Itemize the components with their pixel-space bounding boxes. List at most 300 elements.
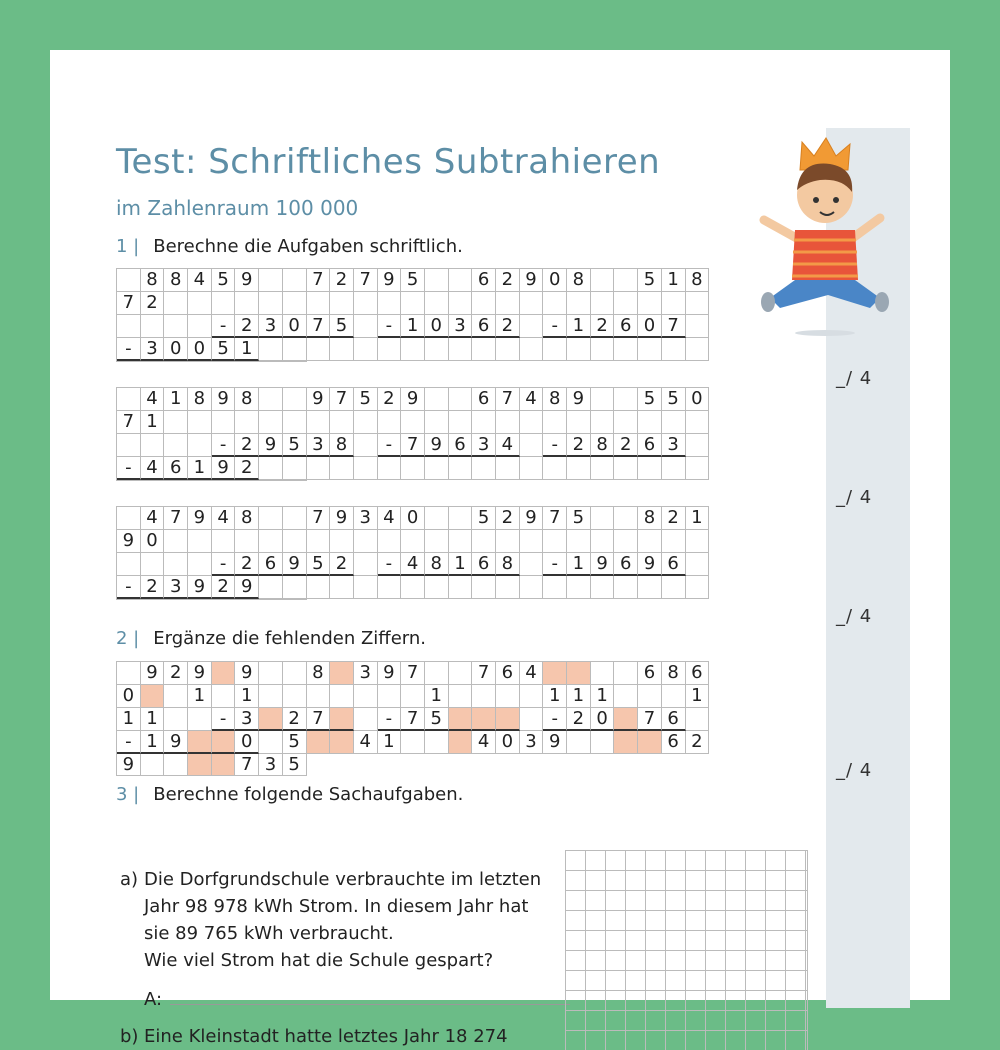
digit-cell	[496, 292, 520, 315]
digit-cell: 9	[520, 507, 544, 530]
digit-cell: 7	[401, 708, 425, 731]
digit-cell: 3	[259, 754, 283, 776]
digit-cell[interactable]	[212, 662, 236, 685]
calculation-grid[interactable]	[565, 850, 808, 1050]
task-2-heading	[116, 628, 426, 649]
digit-cell	[496, 457, 520, 480]
digit-cell[interactable]	[212, 731, 236, 754]
digit-cell	[686, 411, 710, 434]
gap-cell	[520, 553, 544, 576]
digit-cell	[259, 685, 283, 708]
gap-cell	[686, 553, 710, 576]
digit-cell: 1	[235, 338, 259, 361]
digit-cell	[496, 685, 520, 708]
digit-cell	[283, 507, 307, 530]
digit-cell: 9	[188, 507, 212, 530]
gap-cell	[307, 530, 331, 553]
digit-cell: 7	[117, 411, 141, 434]
digit-cell	[449, 292, 473, 315]
task-1-grid-row-1	[116, 268, 709, 362]
digit-cell	[591, 338, 615, 361]
digit-cell: 9	[117, 754, 141, 776]
digit-cell: 0	[401, 507, 425, 530]
digit-cell	[401, 530, 425, 553]
gap-cell	[472, 411, 496, 434]
digit-cell: 6	[686, 662, 710, 685]
digit-cell: 9	[259, 434, 283, 457]
digit-cell	[164, 434, 188, 457]
digit-cell	[330, 457, 354, 480]
score-task-1-row-3: _/ 4	[836, 606, 873, 627]
digit-cell	[638, 338, 662, 361]
digit-cell	[449, 576, 473, 599]
digit-cell: 3	[235, 708, 259, 731]
task-3-instruction: Berechne folgende Sachaufgaben.	[153, 784, 464, 805]
digit-cell	[425, 731, 449, 754]
gap-cell	[567, 457, 591, 480]
digit-cell	[614, 507, 638, 530]
digit-cell	[188, 434, 212, 457]
digit-cell: 2	[591, 315, 615, 338]
gap-cell	[354, 708, 378, 731]
digit-cell	[614, 457, 638, 480]
digit-cell	[117, 315, 141, 338]
digit-cell: 9	[425, 434, 449, 457]
digit-cell	[212, 480, 236, 481]
digit-cell: 2	[235, 553, 259, 576]
digit-cell: 8	[496, 553, 520, 576]
digit-cell: 9	[520, 269, 544, 292]
digit-cell[interactable]	[188, 754, 212, 776]
digit-cell	[686, 457, 710, 480]
answer-line-input[interactable]	[170, 986, 570, 1005]
digit-cell	[164, 553, 188, 576]
digit-cell: 8	[662, 662, 686, 685]
digit-cell: 7	[472, 662, 496, 685]
digit-cell: 5	[638, 269, 662, 292]
digit-cell: 2	[496, 269, 520, 292]
digit-cell	[638, 457, 662, 480]
digit-cell	[614, 576, 638, 599]
digit-cell	[117, 553, 141, 576]
digit-cell: 3	[520, 731, 544, 754]
problem-b-text-1: Eine Kleinstadt hatte letztes Jahr 18 274	[144, 1026, 508, 1047]
digit-cell[interactable]	[614, 731, 638, 754]
digit-cell	[259, 292, 283, 315]
digit-cell: 7	[307, 269, 331, 292]
digit-cell: 7	[307, 315, 331, 338]
digit-cell: 6	[472, 553, 496, 576]
digit-cell[interactable]	[330, 731, 354, 754]
digit-cell	[117, 434, 141, 457]
digit-cell	[591, 292, 615, 315]
digit-cell: 5	[638, 388, 662, 411]
digit-cell	[188, 708, 212, 731]
gap-cell	[259, 507, 283, 530]
gap-cell	[472, 292, 496, 315]
digit-cell: 1	[164, 388, 188, 411]
digit-cell	[425, 411, 449, 434]
gap-cell	[307, 411, 331, 434]
digit-cell: 7	[496, 388, 520, 411]
digit-cell	[164, 530, 188, 553]
digit-cell: 5	[283, 434, 307, 457]
digit-cell[interactable]	[638, 731, 662, 754]
digit-cell	[117, 507, 141, 530]
digit-cell: -	[543, 434, 567, 457]
digit-cell: 5	[472, 507, 496, 530]
digit-cell	[591, 576, 615, 599]
digit-cell	[662, 411, 686, 434]
digit-cell	[164, 411, 188, 434]
gap-cell	[567, 576, 591, 599]
digit-cell: 2	[212, 576, 236, 599]
digit-cell: 7	[354, 269, 378, 292]
digit-cell	[472, 457, 496, 480]
digit-cell	[543, 411, 567, 434]
gap-cell	[567, 338, 591, 361]
digit-cell: 0	[283, 315, 307, 338]
digit-cell: 9	[307, 388, 331, 411]
page-title: Test: Schriftliches Subtrahieren	[116, 142, 661, 182]
digit-cell	[520, 576, 544, 599]
digit-cell	[567, 530, 591, 553]
task-2-grid	[116, 661, 709, 776]
digit-cell	[283, 685, 307, 708]
digit-cell: 3	[141, 338, 165, 361]
digit-cell	[164, 754, 188, 776]
digit-cell: 1	[567, 315, 591, 338]
digit-cell	[520, 457, 544, 480]
digit-cell: 8	[567, 269, 591, 292]
digit-cell[interactable]	[212, 754, 236, 776]
gap-cell	[638, 292, 662, 315]
digit-cell	[401, 685, 425, 708]
digit-cell: 1	[567, 685, 591, 708]
digit-cell	[283, 388, 307, 411]
digit-cell: 1	[662, 269, 686, 292]
digit-cell	[330, 685, 354, 708]
digit-cell: 1	[686, 685, 710, 708]
digit-cell	[259, 338, 283, 361]
digit-cell: 4	[401, 553, 425, 576]
digit-cell: 4	[188, 269, 212, 292]
problem-a-text-1: Die Dorfgrundschule verbrauchte im letzten	[144, 869, 542, 890]
digit-cell	[614, 411, 638, 434]
digit-cell: 3	[307, 434, 331, 457]
digit-cell	[212, 599, 236, 600]
digit-cell: 1	[188, 685, 212, 708]
digit-cell	[307, 457, 331, 480]
digit-cell	[449, 411, 473, 434]
digit-cell	[283, 269, 307, 292]
digit-cell: 1	[567, 553, 591, 576]
digit-cell: -	[378, 553, 402, 576]
answer-row-a	[120, 986, 570, 1013]
digit-cell	[449, 662, 473, 685]
digit-cell: 9	[235, 269, 259, 292]
digit-cell	[614, 388, 638, 411]
gap-cell	[307, 685, 331, 708]
digit-cell	[496, 338, 520, 361]
task-1-grid-row-2	[116, 387, 709, 481]
digit-cell: 9	[188, 662, 212, 685]
digit-cell: 6	[638, 434, 662, 457]
gap-cell	[259, 269, 283, 292]
digit-cell: 6	[662, 553, 686, 576]
digit-cell: 1	[378, 731, 402, 754]
digit-cell: 7	[235, 754, 259, 776]
digit-cell: 1	[188, 457, 212, 480]
digit-cell: 1	[543, 685, 567, 708]
digit-cell[interactable]	[188, 731, 212, 754]
answer-label: A:	[144, 989, 163, 1010]
digit-cell[interactable]	[543, 662, 567, 685]
digit-cell: 2	[686, 731, 710, 754]
digit-cell: 9	[188, 576, 212, 599]
digit-cell: 2	[283, 708, 307, 731]
digit-cell: 0	[188, 338, 212, 361]
gap-cell	[141, 361, 165, 362]
digit-cell: 7	[117, 292, 141, 315]
digit-cell	[378, 457, 402, 480]
digit-cell: 5	[307, 553, 331, 576]
problem-a-line-3: sie 89 765 kWh verbraucht.	[144, 923, 394, 944]
digit-cell	[449, 269, 473, 292]
gap-cell	[520, 315, 544, 338]
digit-cell: 9	[283, 553, 307, 576]
digit-cell: 9	[117, 530, 141, 553]
digit-cell: 5	[283, 754, 307, 776]
gap-cell	[354, 553, 378, 576]
gap-cell	[686, 708, 710, 731]
digit-cell	[117, 662, 141, 685]
digit-cell: -	[212, 315, 236, 338]
digit-cell	[378, 411, 402, 434]
gap-cell	[591, 507, 615, 530]
digit-cell	[567, 411, 591, 434]
digit-cell: 2	[496, 507, 520, 530]
gap-cell	[307, 292, 331, 315]
digit-cell: 8	[235, 507, 259, 530]
digit-cell	[686, 338, 710, 361]
gap-cell	[425, 662, 449, 685]
digit-cell: 2	[614, 434, 638, 457]
problem-b-label: b)	[120, 1026, 139, 1047]
digit-cell	[259, 411, 283, 434]
gap-cell	[520, 434, 544, 457]
digit-cell: 9	[212, 388, 236, 411]
digit-cell: 9	[235, 662, 259, 685]
digit-cell	[496, 530, 520, 553]
gap-cell	[259, 662, 283, 685]
digit-cell	[662, 457, 686, 480]
digit-cell	[164, 599, 188, 600]
digit-cell	[212, 685, 236, 708]
digit-cell: 4	[354, 731, 378, 754]
digit-cell: 8	[638, 507, 662, 530]
score-task-1-row-2: _/ 4	[836, 487, 873, 508]
gap-cell	[401, 338, 425, 361]
gap-cell	[259, 388, 283, 411]
problem-b-line-1	[120, 1023, 570, 1050]
digit-cell	[283, 576, 307, 599]
gap-cell	[686, 315, 710, 338]
digit-cell	[354, 457, 378, 480]
digit-cell	[141, 553, 165, 576]
digit-cell: 6	[496, 662, 520, 685]
digit-cell: 5	[283, 731, 307, 754]
digit-cell	[686, 292, 710, 315]
digit-cell: -	[543, 708, 567, 731]
digit-cell: 6	[164, 457, 188, 480]
digit-cell: 7	[662, 315, 686, 338]
digit-cell: 4	[141, 507, 165, 530]
digit-cell	[235, 292, 259, 315]
digit-cell: 7	[401, 662, 425, 685]
digit-cell	[686, 530, 710, 553]
digit-cell	[425, 576, 449, 599]
digit-cell: 1	[141, 708, 165, 731]
digit-cell: 1	[591, 685, 615, 708]
digit-cell	[378, 685, 402, 708]
digit-cell	[235, 361, 259, 362]
digit-cell[interactable]	[496, 708, 520, 731]
digit-cell	[425, 457, 449, 480]
digit-cell	[259, 530, 283, 553]
digit-cell: 8	[330, 434, 354, 457]
digit-cell	[188, 553, 212, 576]
digit-cell	[425, 530, 449, 553]
digit-cell: 5	[567, 507, 591, 530]
gap-cell	[141, 599, 165, 600]
digit-cell: 9	[235, 576, 259, 599]
digit-cell: 9	[330, 507, 354, 530]
gap-cell	[141, 754, 165, 776]
digit-cell: 7	[307, 507, 331, 530]
digit-cell	[141, 434, 165, 457]
gap-cell	[686, 434, 710, 457]
digit-cell: 7	[164, 507, 188, 530]
digit-cell	[188, 530, 212, 553]
digit-cell: 9	[567, 388, 591, 411]
digit-cell: 6	[614, 553, 638, 576]
digit-cell	[543, 292, 567, 315]
digit-cell: 4	[141, 457, 165, 480]
digit-cell: 8	[686, 269, 710, 292]
digit-cell	[378, 530, 402, 553]
digit-cell	[662, 338, 686, 361]
digit-cell	[259, 731, 283, 754]
digit-cell: 7	[330, 388, 354, 411]
digit-cell: 5	[212, 338, 236, 361]
digit-cell[interactable]	[141, 685, 165, 708]
digit-cell[interactable]	[307, 731, 331, 754]
digit-cell: 2	[235, 457, 259, 480]
digit-cell: 8	[235, 388, 259, 411]
digit-cell[interactable]	[330, 708, 354, 731]
digit-cell: 4	[520, 388, 544, 411]
digit-cell[interactable]	[259, 708, 283, 731]
digit-cell	[259, 361, 283, 362]
digit-cell: 7	[543, 507, 567, 530]
digit-cell[interactable]	[449, 731, 473, 754]
task-2-number: 2 |	[116, 628, 140, 649]
digit-cell[interactable]	[567, 662, 591, 685]
digit-cell: -	[212, 708, 236, 731]
digit-cell	[520, 411, 544, 434]
digit-cell: 1	[425, 685, 449, 708]
digit-cell	[235, 480, 259, 481]
digit-cell	[188, 315, 212, 338]
digit-cell	[283, 480, 307, 481]
digit-cell	[235, 599, 259, 600]
digit-cell: 2	[378, 388, 402, 411]
digit-cell	[117, 480, 141, 481]
digit-cell	[117, 388, 141, 411]
digit-cell	[520, 530, 544, 553]
gap-cell	[472, 685, 496, 708]
digit-cell: 1	[117, 708, 141, 731]
problem-a-line-2: Jahr 98 978 kWh Strom. In diesem Jahr hat	[144, 896, 529, 917]
digit-cell	[591, 457, 615, 480]
gap-cell	[638, 685, 662, 708]
digit-cell	[164, 315, 188, 338]
digit-cell: 6	[472, 315, 496, 338]
digit-cell: 1	[449, 553, 473, 576]
digit-cell: 9	[543, 731, 567, 754]
digit-cell	[307, 338, 331, 361]
digit-cell: 4	[496, 434, 520, 457]
task-3-heading	[116, 784, 463, 805]
digit-cell: 8	[543, 388, 567, 411]
digit-cell	[188, 292, 212, 315]
digit-cell: 3	[472, 434, 496, 457]
digit-cell	[543, 576, 567, 599]
digit-cell	[330, 576, 354, 599]
digit-cell	[638, 576, 662, 599]
digit-cell: 0	[117, 685, 141, 708]
digit-cell: 6	[638, 662, 662, 685]
digit-cell: 0	[543, 269, 567, 292]
digit-cell: -	[212, 553, 236, 576]
digit-cell: 6	[662, 708, 686, 731]
digit-cell[interactable]	[614, 708, 638, 731]
digit-cell: 9	[378, 269, 402, 292]
digit-cell[interactable]	[449, 708, 473, 731]
digit-cell	[378, 292, 402, 315]
worksheet	[50, 50, 950, 1047]
task-1-grid-row-3	[116, 506, 709, 600]
digit-cell	[283, 292, 307, 315]
digit-cell: 3	[259, 315, 283, 338]
digit-cell	[259, 599, 283, 600]
digit-cell: 1	[401, 315, 425, 338]
digit-cell	[662, 292, 686, 315]
task-1-number: 1 |	[116, 236, 140, 257]
digit-cell: 6	[472, 388, 496, 411]
digit-cell[interactable]	[472, 708, 496, 731]
digit-cell[interactable]	[330, 662, 354, 685]
digit-cell: 2	[235, 434, 259, 457]
score-task-1-row-1: _/ 4	[836, 368, 873, 389]
digit-cell: -	[117, 576, 141, 599]
digit-cell	[591, 411, 615, 434]
gap-cell	[401, 457, 425, 480]
digit-cell	[614, 338, 638, 361]
digit-cell	[354, 411, 378, 434]
digit-cell	[212, 361, 236, 362]
